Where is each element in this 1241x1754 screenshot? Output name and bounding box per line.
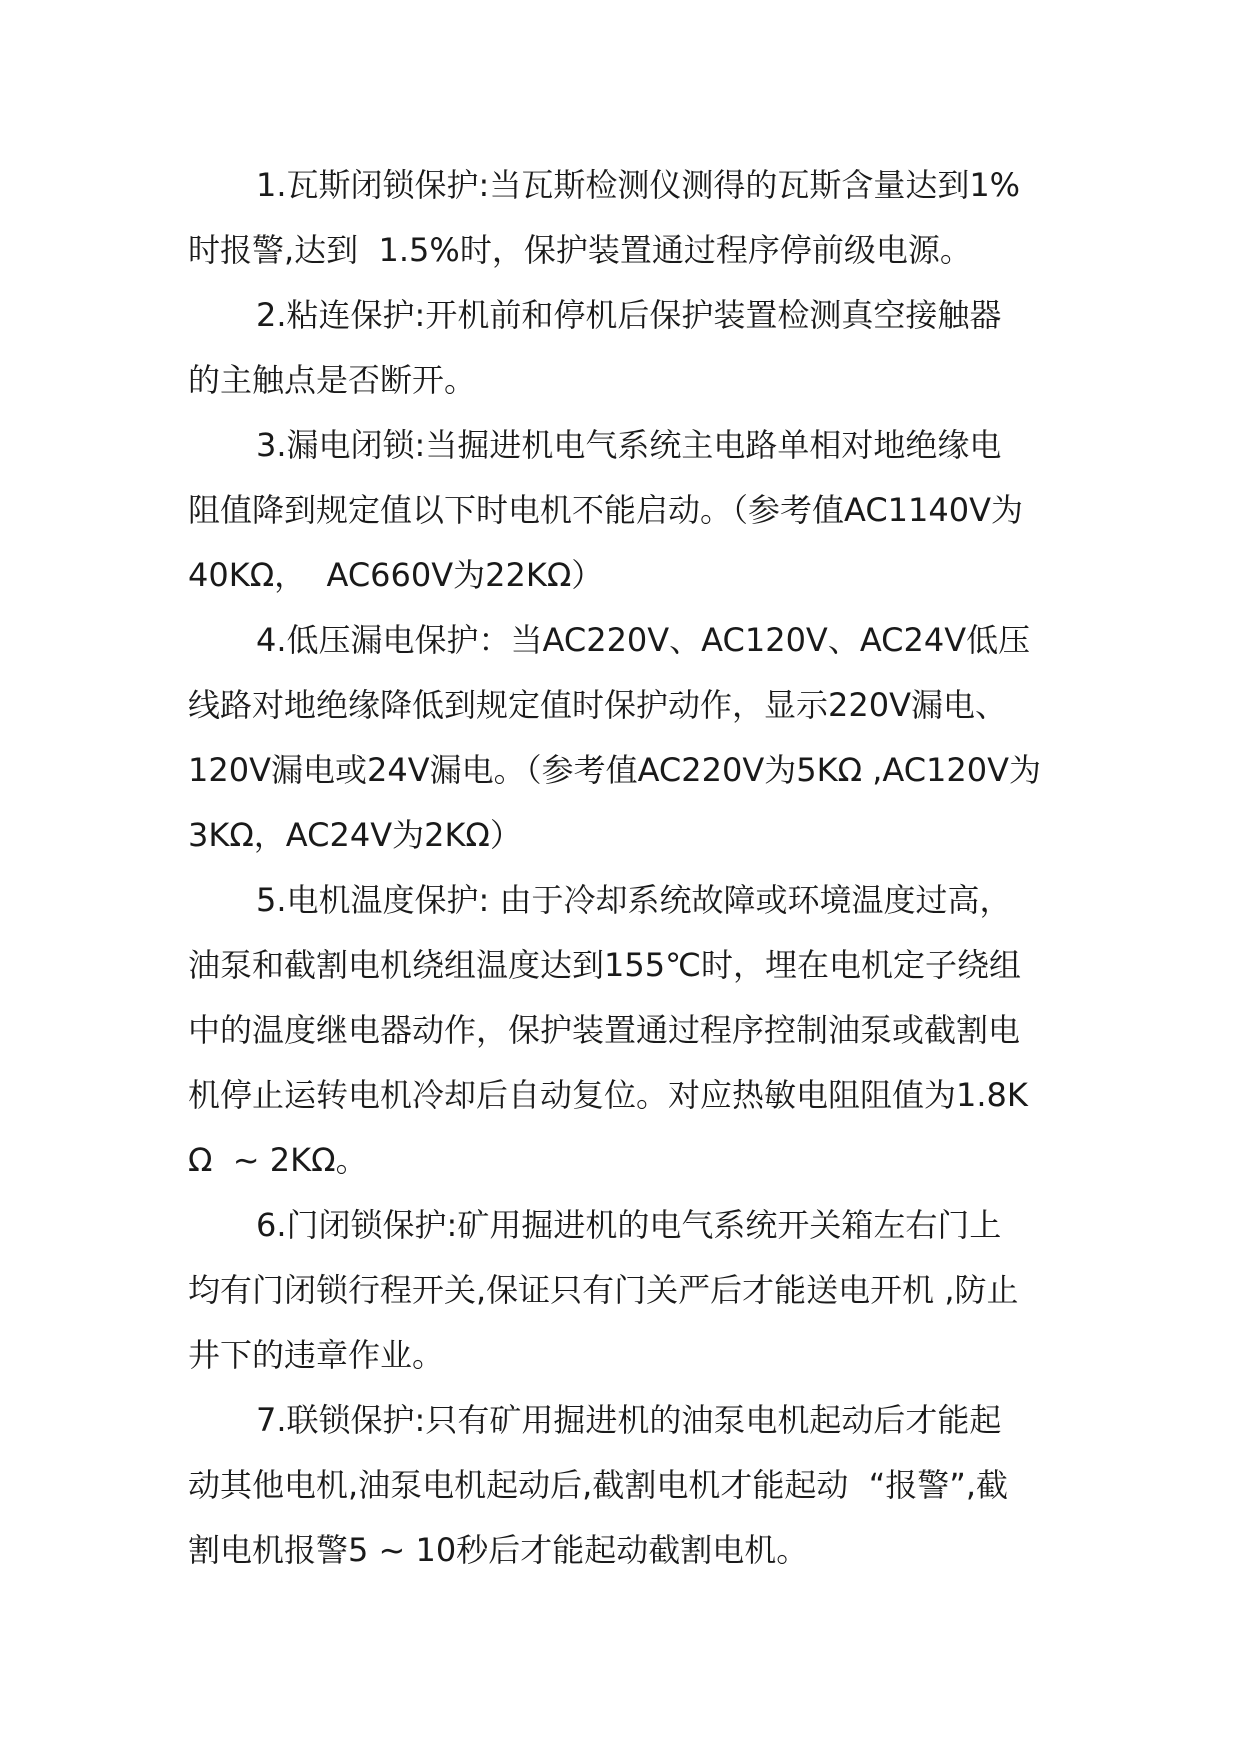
text-line: 井下的违章作业。 [188, 1336, 445, 1374]
text-line: 2.粘连保护:开机前和停机后保护装置检测真空接触器 [256, 296, 1002, 334]
text-line: 120V漏电或24V漏电。（参考值AC220V为5KΩ ,AC120V为 [188, 751, 1042, 789]
text-line: 机停止运转电机冷却后自动复位。对应热敏电阻阻值为1.8K [188, 1076, 1028, 1114]
text-line: 阻值降到规定值以下时电机不能启动。（参考值AC1140V为 [188, 491, 1024, 529]
text-line: 40KΩ， AC660V为22KΩ） [188, 556, 604, 594]
text-line: 中的温度继电器动作，保护装置通过程序控制油泵或截割电 [188, 1011, 1021, 1049]
text-line: Ω ~ 2KΩ。 [188, 1141, 368, 1179]
text-line: 1.瓦斯闭锁保护:当瓦斯检测仪测得的瓦斯含量达到1% [256, 166, 1021, 204]
text-line: 线路对地绝缘降低到规定值时保护动作，显示220V漏电、 [188, 686, 1007, 724]
text-line: 7.联锁保护:只有矿用掘进机的油泵电机起动后才能起 [256, 1401, 1002, 1439]
text-line: 时报警,达到 1.5%时，保护装置通过程序停前级电源。 [188, 231, 972, 269]
text-line: 3.漏电闭锁:当掘进机电气系统主电路单相对地绝缘电 [256, 426, 1002, 464]
text-line: 的主触点是否断开。 [188, 361, 477, 399]
text-line: 割电机报警5 ~ 10秒后才能起动截割电机。 [188, 1531, 809, 1569]
text-line: 动其他电机,油泵电机起动后,截割电机才能起动 “报警”,截 [188, 1466, 1009, 1504]
text-line: 均有门闭锁行程开关,保证只有门关严后才能送电开机 ,防止 [188, 1271, 1019, 1309]
text-line: 油泵和截割电机绕组温度达到155℃时，埋在电机定子绕组 [188, 946, 1022, 984]
document-body [188, 153, 1068, 1583]
text-line: 4.低压漏电保护：当AC220V、AC120V、AC24V低压 [256, 621, 1031, 659]
text-line: 6.门闭锁保护:矿用掘进机的电气系统开关箱左右门上 [256, 1206, 1002, 1244]
text-line: 5.电机温度保护: 由于冷却系统故障或环境温度过高， [256, 881, 1012, 919]
text-line: 3KΩ，AC24V为2KΩ） [188, 816, 522, 854]
